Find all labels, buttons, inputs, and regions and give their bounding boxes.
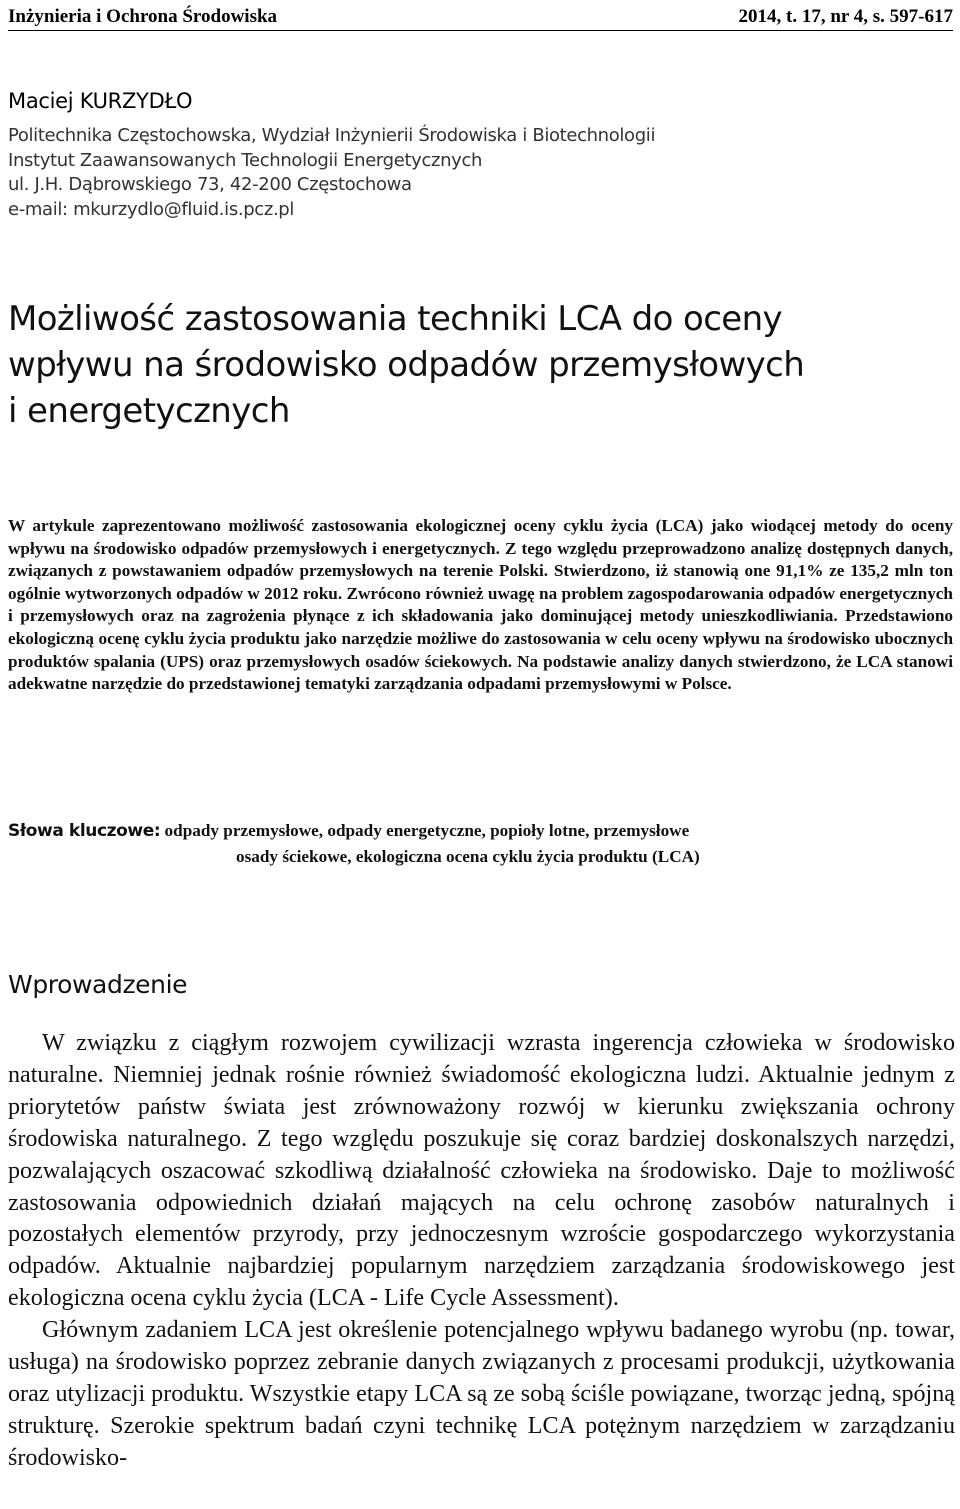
author-name: Maciej KURZYDŁO: [8, 89, 193, 113]
issue-info: 2014, t. 17, nr 4, s. 597-617: [738, 6, 953, 27]
title-line-3: i energetycznych: [8, 391, 290, 431]
affiliation-institute: Instytut Zaawansowanych Technologii Energetycznych: [8, 149, 483, 171]
running-header: [8, 6, 953, 31]
paper-page: [8, 0, 953, 1509]
section-heading: Wprowadzenie: [8, 970, 188, 999]
title-line-1: Możliwość zastosowania techniki LCA do oceny: [8, 299, 783, 339]
section-body: [8, 1028, 955, 1475]
author-affiliation: [8, 124, 655, 222]
keywords-line-2: osady ściekowe, ekologiczna ocena cyklu życia produktu (LCA): [236, 847, 700, 866]
paper-title: [8, 296, 953, 434]
affiliation-address: ul. J.H. Dąbrowskiego 73, 42-200 Częstochowa: [8, 174, 412, 195]
title-line-2: wpływu na środowisko odpadów przemysłowych: [8, 345, 805, 385]
keywords-line-1: odpady przemysłowe, odpady energetyczne, popioły lotne, przemysłowe: [164, 821, 690, 840]
keywords: [8, 818, 953, 869]
keywords-label: Słowa kluczowe:: [8, 821, 161, 841]
abstract-text: W artykule zaprezentowano możliwość zastosowania ekologicznej oceny cyklu życia (LCA) jako wiodącej metody do oceny wpływu na środowisko odpadów przemysłowych i energetycznych. Z tego względu przeprowadzono analizę dostępnych danych, związanych z powstawaniem odpadów przemysłowych na terenie Polski. Stwierdzono, iż stanowią one 91,1% ze 135,2 mln ton ogólnie wytworzonych odpadów w 2012 roku. Zwrócono również uwagę na problem zagospodarowania odpadów energetycznych i przemysłowych oraz na zagrożenia płynące z ich składowania jako dominującej metody unieszkodliwiania. Przedstawiono ekologiczną ocenę cyklu życia produktu jako narzędzie możliwe do zastosowania w celu oceny wpływu na środowisko ubocznych produktów spalania (UPS) oraz przemysłowych osadów ściekowych. Na podstawie analizy danych stwierdzono, że LCA stanowi adekwatne narzędzie do przedstawionej tematyki zarządzania odpadami przemysłowymi w Polsce.: [8, 516, 953, 694]
body-paragraph-2: Głównym zadaniem LCA jest określenie potencjalnego wpływu badanego wyrobu (np. towar, usługa) na środowisko poprzez zebranie danych związanych z procesami produkcji, użytkowania oraz utylizacji produktu. Wszystkie etapy LCA są ze sobą ściśle powiązane, tworząc jedną, spójną strukturę. Szerokie spektrum badań czyni technikę LCA potężnym narzędziem w zarządzaniu środowisko-: [8, 1317, 955, 1471]
abstract: [8, 515, 953, 696]
journal-name: Inżynieria i Ochrona Środowiska: [8, 6, 278, 27]
body-paragraph-1: W związku z ciągłym rozwojem cywilizacji wzrasta ingerencja człowieka w środowisko naturalne. Niemniej jednak rośnie również świadomość ekologiczna ludzi. Aktualnie jednym z priorytetów państw świata jest zrównoważony rozwój w kierunku zwiększania ochrony środowiska naturalnego. Z tego względu poszukuje się coraz bardziej doskonalszych narzędzi, pozwalających oszacować szkodliwą działalność człowieka na środowisko. Daje to możliwość zastosowania odpowiednich działań mających na celu ochronę zasobów naturalnych i pozostałych elementów przyrody, przy jednoczesnym wzroście gospodarczego wykorzystania odpadów. Aktualnie najbardziej popularnym narzędziem zarządzania środowiskowego jest ekologiczna ocena cyklu życia (LCA - Life Cycle Assessment).: [8, 1030, 955, 1312]
affiliation-email: e-mail: mkurzydlo@fluid.is.pcz.pl: [8, 198, 295, 220]
affiliation-university: Politechnika Częstochowska, Wydział Inżynierii Środowiska i Biotechnologii: [8, 125, 656, 146]
